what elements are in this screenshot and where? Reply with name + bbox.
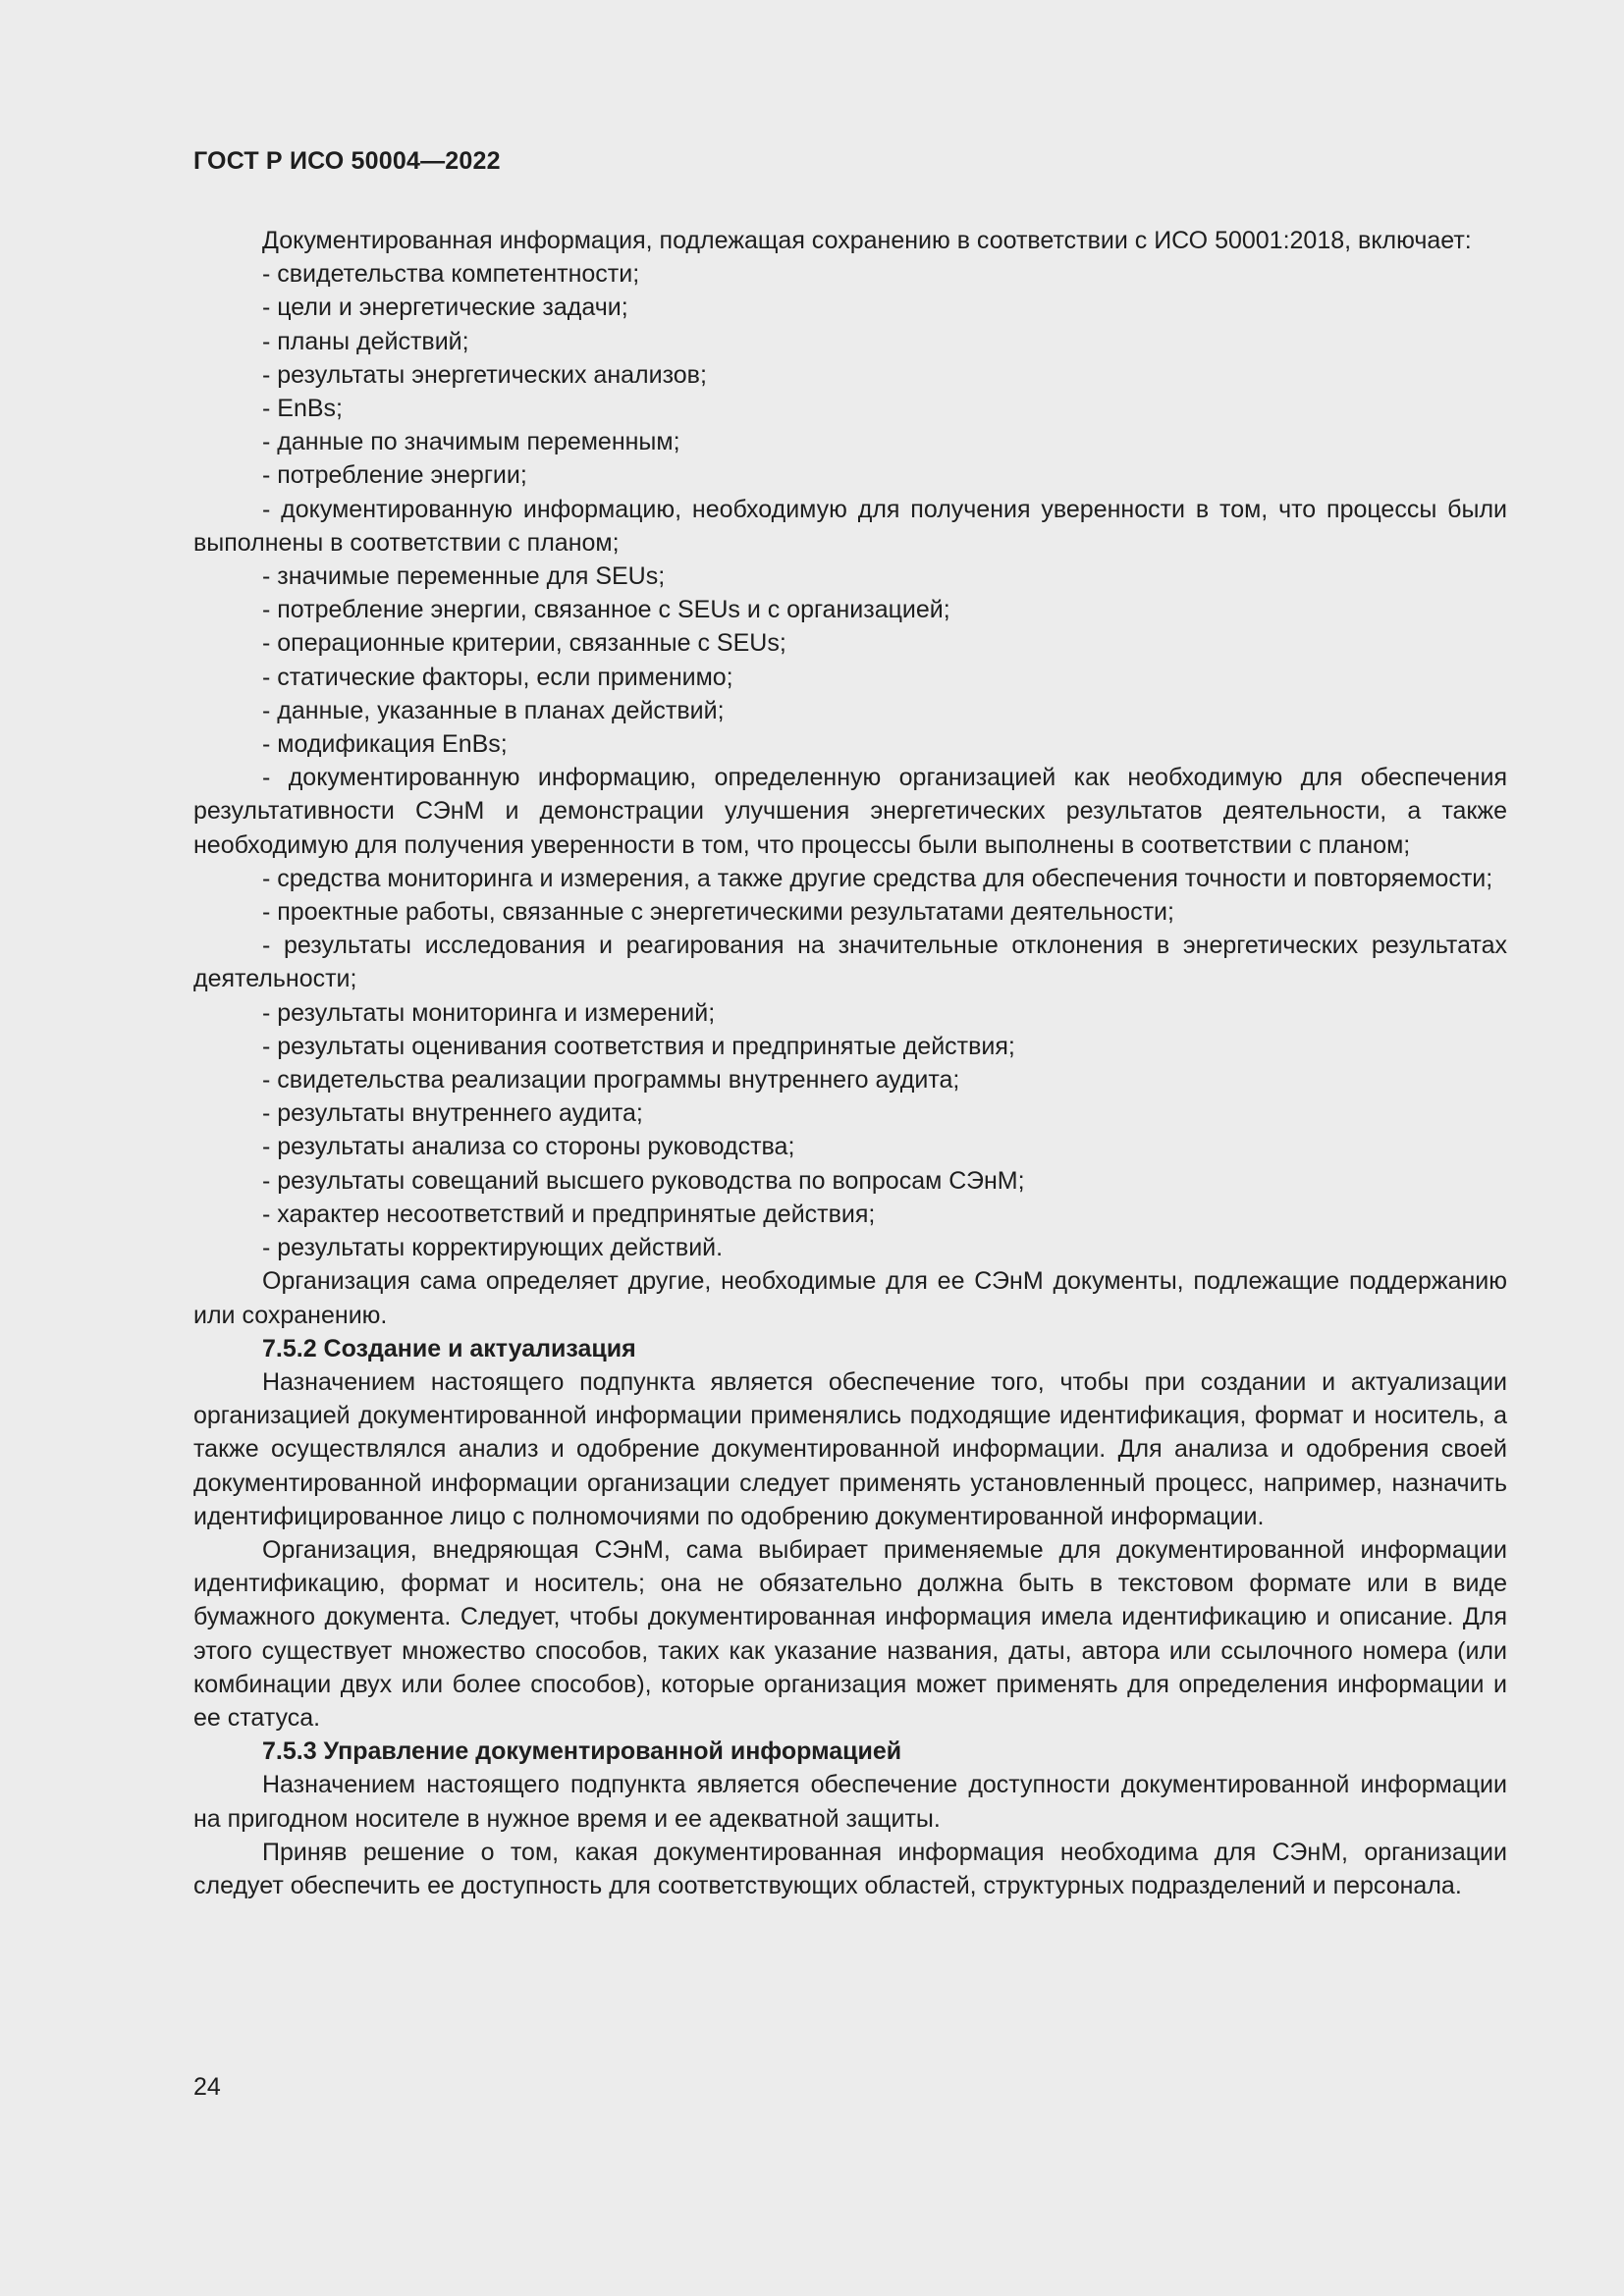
list-item: - потребление энергии;	[262, 461, 527, 490]
list-item: - характер несоответствий и предпринятые действия;	[262, 1200, 876, 1228]
list-item: - результаты мониторинга и измерений;	[262, 998, 716, 1027]
list-item: - документированную информацию, определенную организацией как необходимую для обеспечения результативности СЭнМ и демонстрации улучшения энергетических результатов деятельности, а также необходимую для получения уверенности в том, что процессы были выполнены в соответствии с планом;	[193, 764, 1507, 859]
list-item: - свидетельства компетентности;	[262, 260, 640, 289]
list-item: - планы действий;	[262, 327, 469, 355]
list-item: - модификация EnBs;	[262, 730, 508, 759]
section-753-paragraph-2: Приняв решение о том, какая документированная информация необходима для СЭнМ, организации следует обеспечить ее доступность для соответствующих областей, структурных подразделений и персонала.	[193, 1838, 1507, 1899]
requirements-list	[193, 257, 1507, 1264]
list-item: - данные по значимым переменным;	[262, 428, 680, 456]
list-item: - проектные работы, связанные с энергетическими результатами деятельности;	[262, 898, 1174, 927]
list-item: - результаты энергетических анализов;	[262, 360, 707, 389]
list-item: - данные, указанные в планах действий;	[262, 696, 725, 724]
list-item: - цели и энергетические задачи;	[262, 294, 628, 322]
list-item: - результаты оценивания соответствия и предпринятые действия;	[262, 1032, 1015, 1060]
list-item: - результаты совещаний высшего руководства по вопросам СЭнМ;	[262, 1166, 1025, 1195]
list-item: - значимые переменные для SEUs;	[262, 562, 666, 591]
section-752-paragraph-1: Назначением настоящего подпункта является обеспечение того, чтобы при создании и актуализации организацией документированной информации применялись подходящие идентификация, формат и носитель, а также осуществлялся анализ и одобрение документированной информации. Для анализа и одобрения своей документированной информации организации следует применять установленный процесс, например, назначить идентифицированное лицо с полномочиями по одобрению документированной информации.	[193, 1367, 1507, 1530]
section-heading-752: 7.5.2 Создание и актуализация	[262, 1334, 636, 1362]
closing-paragraph: Организация сама определяет другие, необходимые для ее СЭнМ документы, подлежащие поддержанию или сохранению.	[193, 1267, 1507, 1329]
document-body	[193, 224, 1507, 1902]
list-item: - средства мониторинга и измерения, а также другие средства для обеспечения точности и повторяемости;	[262, 864, 1493, 892]
section-752-paragraph-2: Организация, внедряющая СЭнМ, сама выбирает применяемые для документированной информации идентификацию, формат и носитель; она не обязательно должна быть в текстовом формате или в виде бумажного документа. Следует, чтобы документированная информация имела идентификацию и описание. Для этого существует множество способов, таких как указание названия, даты, автора или ссылочного номера (или комбинации двух или более способов), которые организация может применять для определения информации и ее статуса.	[193, 1535, 1507, 1732]
list-item: - статические факторы, если применимо;	[262, 663, 733, 691]
page-number: 24	[193, 2073, 221, 2101]
list-item: - документированную информацию, необходимую для получения уверенности в том, что процессы были выполнены в соответствии с планом;	[193, 495, 1507, 557]
standard-header: ГОСТ Р ИСО 50004—2022	[193, 147, 501, 175]
list-item: - потребление энергии, связанное с SEUs и с организацией;	[262, 596, 950, 624]
intro-paragraph: Документированная информация, подлежащая сохранению в соответствии с ИСО 50001:2018, включает:	[262, 227, 1472, 254]
list-item: - результаты корректирующих действий.	[262, 1234, 724, 1262]
section-753-paragraph-1: Назначением настоящего подпункта является обеспечение доступности документированной информации на пригодном носителе в нужное время и ее адекватной защиты.	[193, 1771, 1507, 1833]
section-heading-753: 7.5.3 Управление документированной информацией	[262, 1737, 902, 1766]
list-item: - результаты анализа со стороны руководства;	[262, 1133, 795, 1161]
list-item: - EnBs;	[262, 395, 343, 423]
list-item: - операционные критерии, связанные с SEUs;	[262, 629, 786, 658]
list-item: - результаты внутреннего аудита;	[262, 1099, 643, 1128]
list-item: - результаты исследования и реагирования на значительные отклонения в энергетических результатах деятельности;	[193, 932, 1507, 993]
list-item: - свидетельства реализации программы внутреннего аудита;	[262, 1066, 960, 1095]
